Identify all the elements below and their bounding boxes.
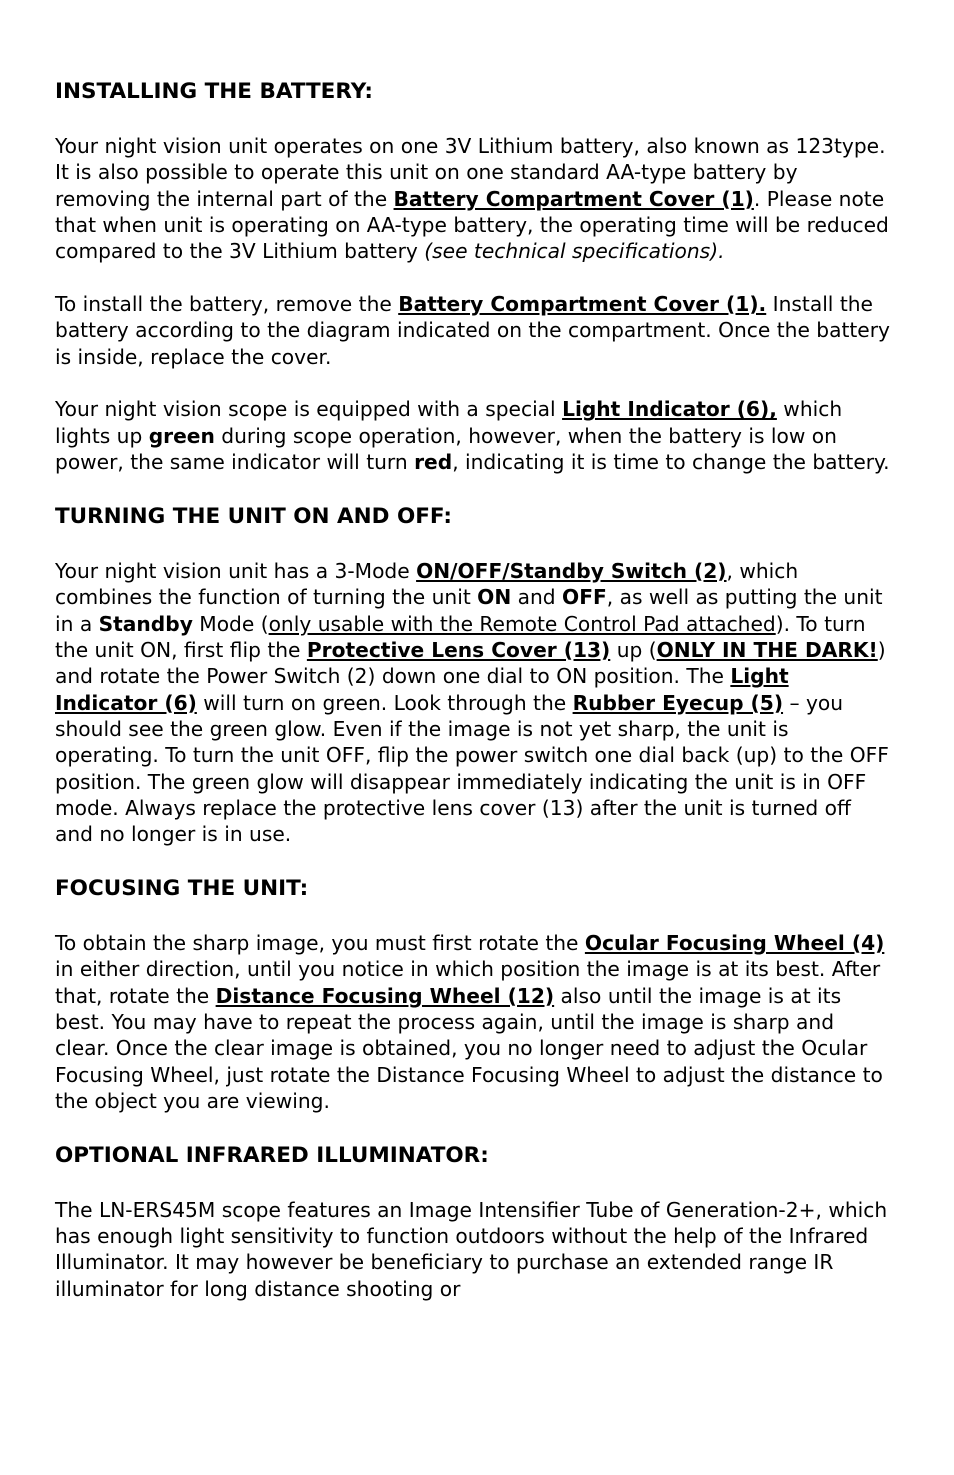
- onoff-paragraph: Your night vision unit has a 3-Mode ON/OFF/Standby Switch (2), which combines the function of turning the unit ON and OFF, as well as putting the unit in a Standby Mode (only usable with the Remote Control Pad attached). To turn the unit ON, first flip the Protective Lens Cover (13) up (ONLY IN THE DARK!) and rotate the Power Switch (2) down one dial to ON position. The Light Indicator (6) will turn on green. Look through the Rubber Eyecup (5) – you should see the green glow. Even if the image is not yet sharp, the unit is operating. To turn the unit OFF, flip the power switch one dial back (up) to the OFF position. The green glow will disappear immediately indicating the unit is in OFF mode. Always replace the protective lens cover (13) after the unit is turned off and no longer is in use.: [55, 558, 889, 847]
- switch-reference: ON/OFF/Standby Switch (2): [416, 558, 727, 583]
- battery-cover-reference: Battery Compartment Cover (1): [393, 186, 754, 211]
- battery-paragraph-3: Your night vision scope is equipped with a special Light Indicator (6), which lights up green during scope operation, however, when the battery is low on power, the same indicator will turn red, indicating it is time to change the battery.: [55, 397, 890, 475]
- onoff-section: [55, 502, 894, 848]
- battery-cover-reference: Battery Compartment Cover (1).: [398, 292, 767, 317]
- infrared-paragraph: The LN-ERS45M scope features an Image Intensifier Tube of Generation-2+, which has enough light sensitivity to function outdoors without the help of the Infrared Illuminator. It may however be beneficiary to purchase an extended range IR illuminator for long distance shooting or: [55, 1197, 888, 1301]
- focus-section: [55, 874, 894, 1114]
- focus-heading: FOCUSING THE UNIT:: [55, 875, 309, 901]
- dark-warning: ONLY IN THE DARK!: [656, 637, 878, 662]
- standby-label: Standby: [98, 611, 193, 636]
- eyecup-reference: Rubber Eyecup (5): [572, 690, 784, 715]
- lens-cover-reference: Protective Lens Cover (13): [306, 637, 611, 662]
- onoff-heading: TURNING THE UNIT ON AND OFF:: [55, 503, 453, 529]
- off-label: OFF: [562, 585, 607, 610]
- battery-section: [55, 77, 894, 475]
- light-indicator-reference: Light Indicator (6): [55, 664, 789, 715]
- battery-paragraph-1: Your night vision unit operates on one 3V Lithium battery, also known as 123type. It is also possible to operate this unit on one standard AA-type battery by removing the internal part of the Battery Compartment Cover (1). Please note that when unit is operating on AA-type battery, the operating time will be reduced compared to the 3V Lithium battery (see technical specifications).: [55, 134, 889, 264]
- remote-control-note: only usable with the Remote Control Pad attached: [268, 611, 776, 636]
- light-indicator-reference: Light Indicator (6),: [562, 397, 777, 422]
- specifications-note: (see technical specifications).: [424, 239, 725, 264]
- infrared-section: [55, 1141, 894, 1302]
- infrared-heading: OPTIONAL INFRARED ILLUMINATOR:: [55, 1142, 489, 1168]
- focus-paragraph: To obtain the sharp image, you must first rotate the Ocular Focusing Wheel (4) in either direction, until you notice in which position the image is at its best. After that, rotate the Distance Focusing Wheel (12) also until the image is at its best. You may have to repeat the process again, until the image is sharp and clear. Once the clear image is obtained, you no longer need to adjust the Ocular Focusing Wheel, just rotate the Distance Focusing Wheel to adjust the distance to the object you are viewing.: [55, 930, 885, 1113]
- red-label: red: [414, 450, 453, 475]
- distance-wheel-reference: Distance Focusing Wheel (12): [215, 983, 555, 1008]
- green-label: green: [148, 423, 215, 448]
- ocular-wheel-reference: Ocular Focusing Wheel (4): [584, 930, 885, 955]
- battery-heading: INSTALLING THE BATTERY:: [55, 79, 374, 104]
- battery-paragraph-2: To install the battery, remove the Battery Compartment Cover (1). Install the battery according to the diagram indicated on the compartment. Once the battery is inside, replace the cover.: [55, 292, 890, 369]
- on-label: ON: [477, 585, 512, 610]
